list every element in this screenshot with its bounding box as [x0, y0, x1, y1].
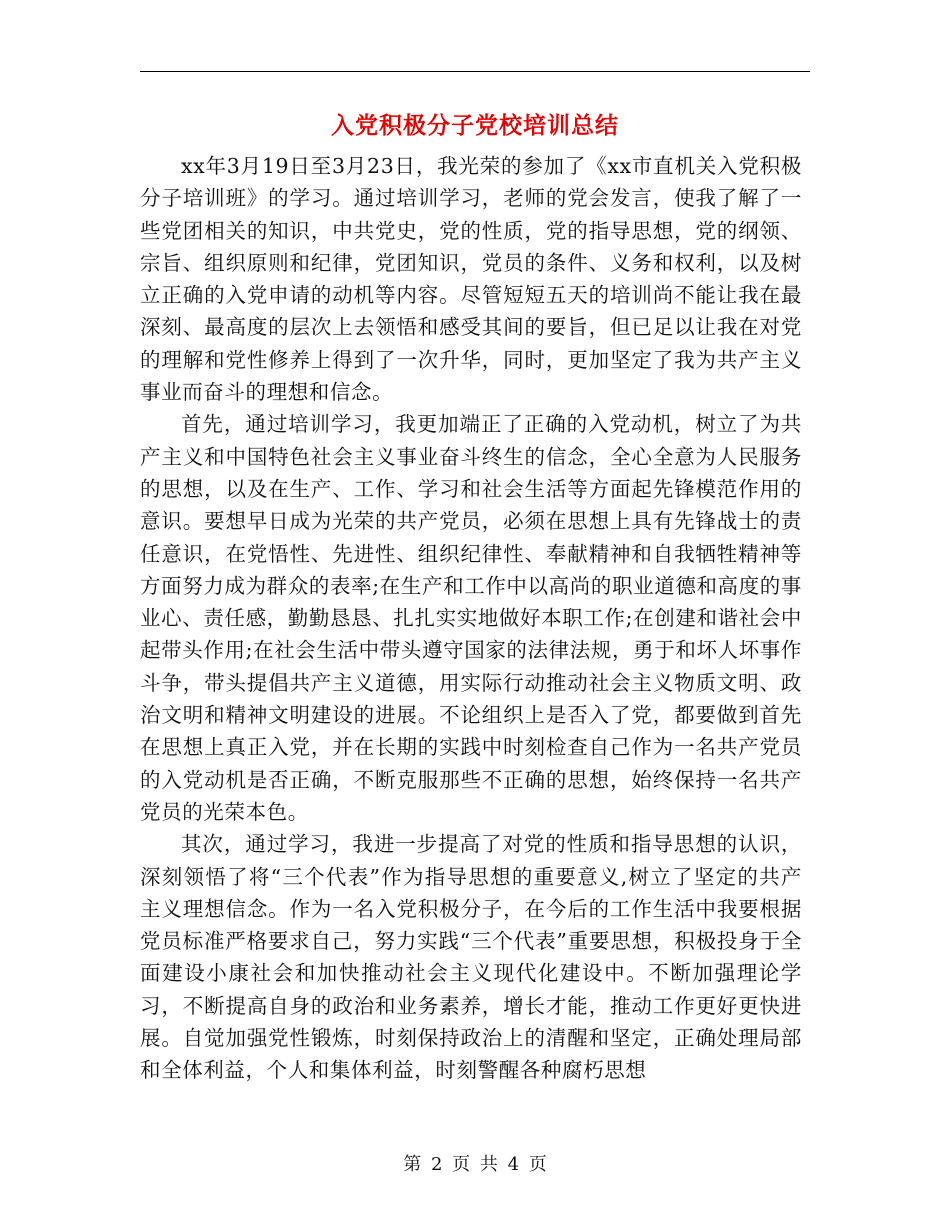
page-footer: 第 2 页 共 4 页	[403, 1154, 547, 1175]
paragraph-1: xx年3月19日至3月23日，我光荣的参加了《xx市直机关入党积极分子培训班》的学习。通过培训学习，老师的党会发言，使我了解了一些党团相关的知识，中共党史，党的性质，党的指导思想，党的纲领、宗旨、组织原则和纪律，党团知识，党员的条件、义务和权利，以及树立正确的入党申请的动机等内容。尽管短短五天的培训尚不能让我在最深刻、最高度的层次上去领悟和感受其间的要旨，但已足以让我在对党的理解和党性修养上得到了一次升华，同时，更加坚定了我为共产主义事业而奋斗的理想和信念。	[140, 154, 802, 405]
document-body	[140, 150, 802, 1087]
document-title: 入党积极分子党校培训总结	[331, 112, 619, 139]
paragraph-3: 其次，通过学习，我进一步提高了对党的性质和指导思想的认识，深刻领悟了将“三个代表”作为指导思想的重要意义,树立了坚定的共产主义理想信念。作为一名入党积极分子，在今后的工作生活中我要根据党员标准严格要求自己，努力实践“三个代表”重要思想，积极投身于全面建设小康社会和加快推动社会主义现代化建设中。不断加强理论学习，不断提高自身的政治和业务素养，增长才能，推动工作更好更快进展。自觉加强党性锻炼，时刻保持政治上的清醒和坚定，正确处理局部和全体利益，个人和集体利益，时刻警醒各种腐朽思想	[140, 832, 802, 1083]
paragraph-2: 首先，通过培训学习，我更加端正了正确的入党动机，树立了为共产主义和中国特色社会主义事业奋斗终生的信念，全心全意为人民服务的思想，以及在生产、工作、学习和社会生活等方面起先锋模范作用的意识。要想早日成为光荣的共产党员，必须在思想上具有先锋战士的责任意识，在党悟性、先进性、组织纪律性、奉献精神和自我牺牲精神等方面努力成为群众的表率;在生产和工作中以高尚的职业道德和高度的事业心、责任感，勤勤恳恳、扎扎实实地做好本职工作;在创建和谐社会中起带头作用;在社会生活中带头遵守国家的法律法规，勇于和坏人坏事作斗争，带头提倡共产主义道德，用实际行动推动社会主义物质文明、政治文明和精神文明建设的进展。不论组织上是否入了党，都要做到首先在思想上真正入党，并在长期的实践中时刻检查自己作为一名共产党员的入党动机是否正确，不断克服那些不正确的思想，始终保持一名共产党员的光荣本色。	[140, 412, 802, 824]
header-rule	[140, 71, 810, 72]
